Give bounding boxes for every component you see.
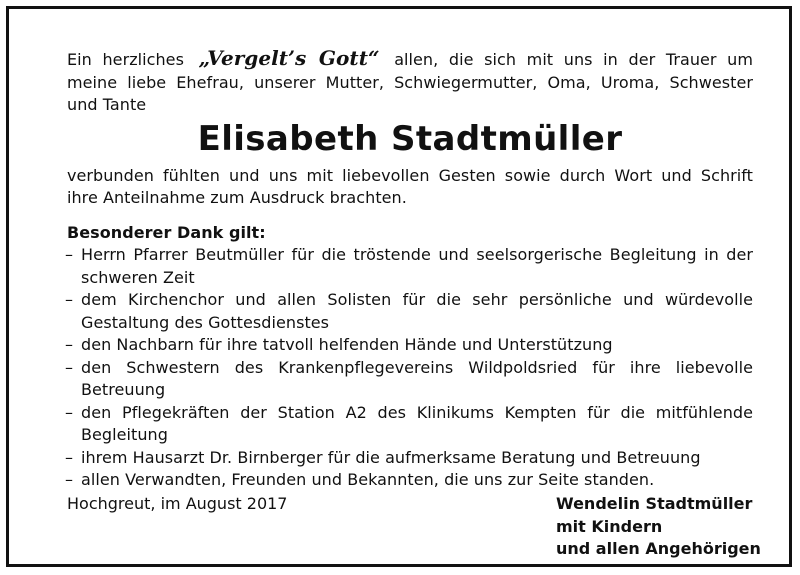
thanks-item-choir: – dem Kirchenchor und allen Solisten für die sehr persönliche und würdevolle Gestaltung des Gottesdienstes [67, 289, 753, 334]
thanks-item-neighbors: – den Nachbarn für ihre tatvoll helfenden Hände und Unterstützung [67, 334, 753, 357]
thanks-item-nurses: – den Schwestern des Krankenpflegevereins Wildpoldsried für ihre liebevolle Betreuung [67, 357, 753, 402]
intro-lead: Ein herzliches [67, 50, 184, 69]
notice-footer [67, 493, 761, 563]
thanks-item-pastor: – Herrn Pfarrer Beutmüller für die tröstende und seelsorgerische Begleitung in der schweren Zeit [67, 244, 753, 289]
intro-title: „Vergelt’s Gott“ [198, 46, 380, 70]
obituary-notice [6, 6, 792, 567]
gratitude-line-2: ihre Anteilnahme zum Ausdruck brachten. [67, 188, 407, 207]
deceased-name: Elisabeth Stadtmüller [197, 118, 623, 159]
gratitude-line-1: verbunden fühlten und uns mit liebevollen Gesten sowie durch Wort und Schrift [67, 165, 753, 185]
signers [556, 493, 761, 561]
thanks-item-doctor: – ihrem Hausarzt Dr. Birnberger für die aufmerksame Beratung und Betreuung [67, 447, 753, 470]
notice-body [67, 47, 753, 492]
intro-line-1-rest: allen, die sich mit uns in der Trauer um [394, 50, 753, 69]
thanks-item-hospital-staff: – den Pflegekräften der Station A2 des Klinikums Kempten für die mitfühlende Begleitung [67, 402, 753, 447]
thanks-item-relatives: – allen Verwandten, Freunden und Bekannten, die uns zur Seite standen. [67, 469, 753, 492]
thanks-heading: Besonderer Dank gilt: [67, 222, 266, 242]
intro-line-3: und Tante [67, 95, 147, 114]
thanks-list [67, 244, 753, 492]
place-date: Hochgreut, im August 2017 [67, 494, 288, 513]
signer-line: Wendelin Stadtmüller [556, 494, 753, 513]
intro-line-1 [67, 47, 753, 72]
signer-line: und allen Angehörigen [556, 539, 761, 558]
signer-line: mit Kindern [556, 516, 663, 536]
intro-line-2: meine liebe Ehefrau, unserer Mutter, Schwiegermutter, Oma, Uroma, Schwester [67, 72, 753, 92]
